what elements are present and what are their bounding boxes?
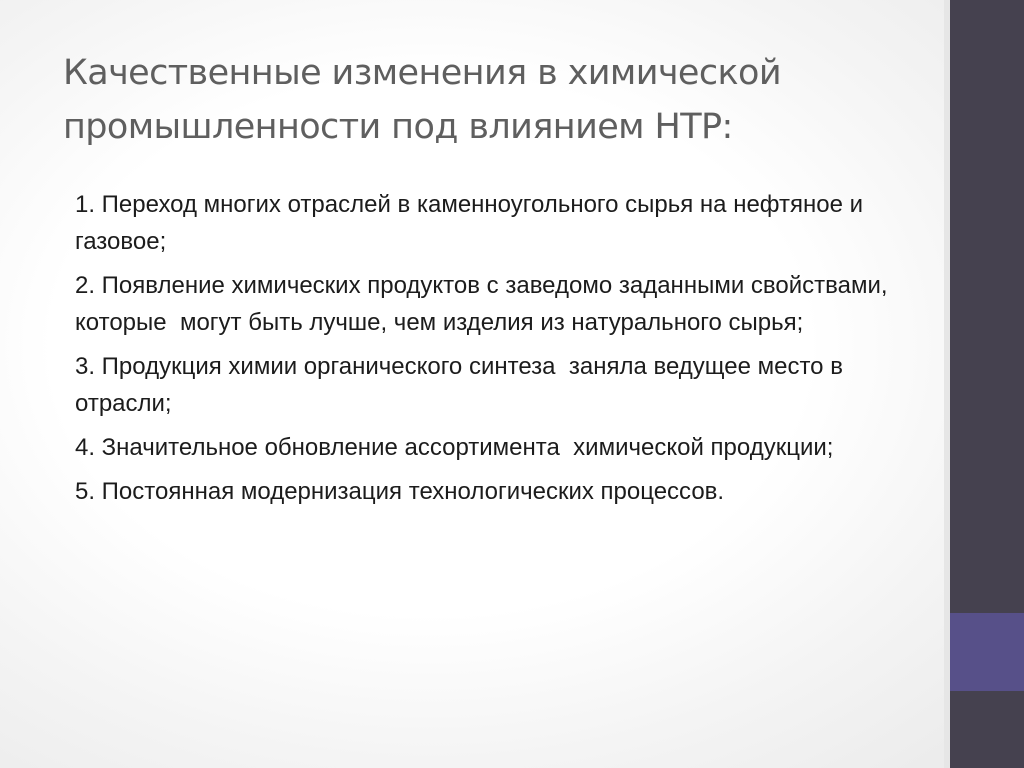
list-item-1: 1. Переход многих отраслей в каменноугольного сырья на нефтяное и газовое; (75, 191, 870, 255)
slide-title: Качественные изменения в химической промышленности под влиянием НТР: (63, 53, 781, 147)
sidebar-accent-block (950, 613, 1024, 691)
bullet-list (75, 186, 915, 517)
list-item-2: 2. Появление химических продуктов с заведомо заданными свойствами, которые могут быть лучше, чем изделия из натурального сырья; (75, 272, 895, 336)
list-item-4: 4. Значительное обновление ассортимента химической продукции; (75, 434, 834, 461)
list-item-5: 5. Постоянная модернизация технологических процессов. (75, 478, 725, 505)
list-item-3: 3. Продукция химии органического синтеза заняла ведущее место в отрасли; (75, 353, 850, 417)
